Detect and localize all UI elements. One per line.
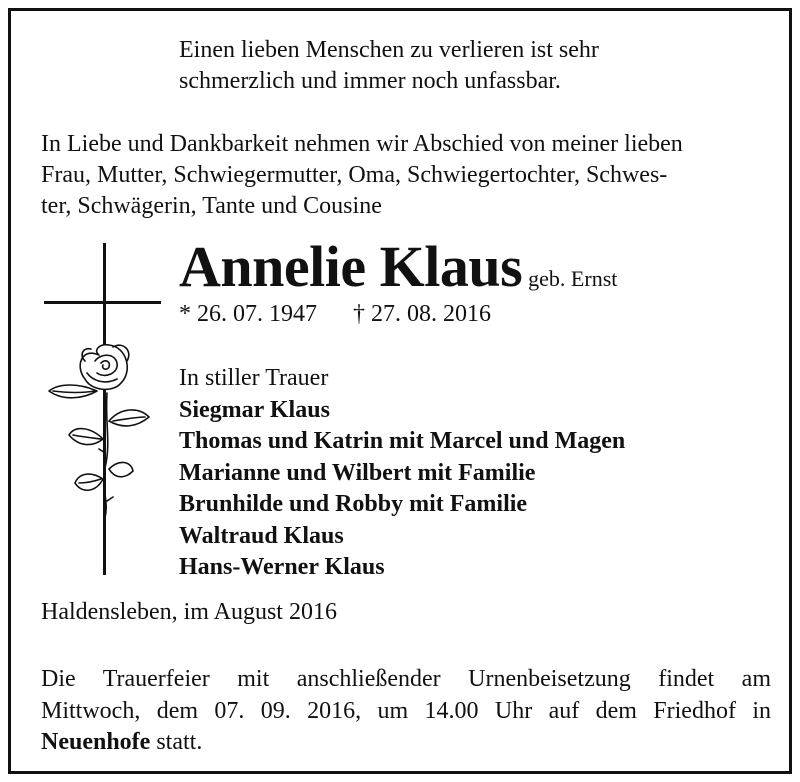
rose-icon (49, 345, 149, 518)
service-line (41, 727, 771, 759)
birth-date: * 26. 07. 1947 (179, 301, 317, 327)
mourner-name: Thomas und Katrin mit Marcel und Magen (179, 428, 626, 454)
service-ending: statt. (150, 729, 203, 755)
motto-line: schmerzlich und immer noch unfassbar. (179, 68, 561, 94)
life-dates (179, 301, 491, 328)
mourner-name: Brunhilde und Robby mit Familie (179, 491, 528, 517)
birth-name: geb. Ernst (528, 266, 618, 291)
motto-line: Einen lieben Menschen zu verlieren ist sehr (179, 37, 599, 63)
deceased-name (179, 233, 617, 300)
mourner-name: Hans-Werner Klaus (179, 554, 385, 580)
mourner-name: Waltraud Klaus (179, 522, 344, 549)
intro-line: ter, Schwägerin, Tante und Cousine (41, 193, 382, 219)
intro-line: In Liebe und Dankbarkeit nehmen wir Abschied von meiner lieben (41, 131, 683, 157)
intro-text (41, 129, 771, 222)
service-location: Neuenhofe (41, 729, 151, 755)
mourners-list (179, 363, 779, 584)
death-date: † 27. 08. 2016 (353, 301, 491, 327)
mourner-name: Marianne und Wilbert mit Familie (179, 459, 536, 486)
service-line: Mittwoch, dem 07. 09. 2016, um 14.00 Uhr auf dem Friedhof in (41, 697, 771, 724)
obituary-notice (8, 8, 792, 774)
mourner-name: Siegmar Klaus (179, 396, 330, 423)
funeral-service-info (41, 664, 771, 759)
motto (179, 35, 739, 97)
service-line: Die Trauerfeier mit anschließender Urnenbeisetzung findet am (41, 666, 771, 692)
cross-icon (39, 243, 169, 575)
deceased-full-name: Annelie Klaus (179, 234, 523, 299)
place-and-date: Haldensleben, im August 2016 (41, 599, 337, 625)
intro-line: Frau, Mutter, Schwiegermutter, Oma, Schwiegertochter, Schwes- (41, 162, 668, 188)
mourning-phrase: In stiller Trauer (179, 365, 329, 391)
